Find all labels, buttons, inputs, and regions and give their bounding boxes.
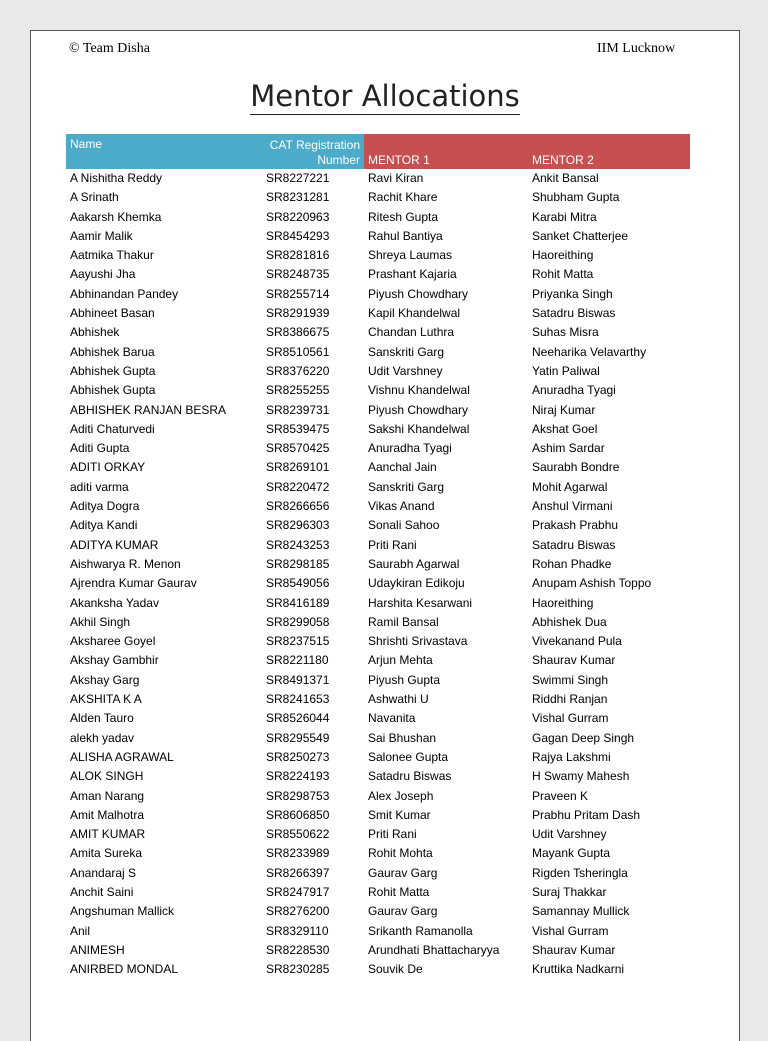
column-header-registration-line1: CAT Registration bbox=[269, 138, 360, 152]
table-row bbox=[66, 208, 690, 227]
mentor1-cell: Sonali Sahoo bbox=[368, 518, 440, 533]
student-name-cell: Aakarsh Khemka bbox=[70, 209, 162, 224]
table-row bbox=[66, 651, 690, 670]
table-row bbox=[66, 767, 690, 786]
mentor2-cell: Gagan Deep Singh bbox=[532, 730, 635, 745]
mentor2-cell: Prakash Prabhu bbox=[532, 518, 619, 533]
student-name-cell: Abhineet Basan bbox=[70, 306, 155, 321]
mentor1-cell: Arjun Mehta bbox=[368, 653, 433, 668]
registration-number-cell: SR8510561 bbox=[266, 344, 330, 359]
mentor1-cell: Kapil Khandelwal bbox=[368, 306, 461, 321]
student-name-cell: Aishwarya R. Menon bbox=[70, 556, 181, 571]
table-row bbox=[66, 864, 690, 883]
student-name-cell: ADITYA KUMAR bbox=[70, 537, 159, 552]
table-row bbox=[66, 265, 690, 284]
registration-number-cell: SR8228530 bbox=[266, 942, 330, 957]
registration-number-cell: SR8550622 bbox=[266, 827, 330, 842]
registration-number-cell: SR8266397 bbox=[266, 865, 330, 880]
table-row bbox=[66, 478, 690, 497]
student-name-cell: Aman Narang bbox=[70, 788, 145, 803]
table-row bbox=[66, 246, 690, 265]
registration-number-cell: SR8220963 bbox=[266, 209, 330, 224]
student-name-cell: Angshuman Mallick bbox=[70, 904, 175, 919]
registration-number-cell: SR8539475 bbox=[266, 421, 330, 436]
student-name-cell: Anchit Saini bbox=[70, 884, 134, 899]
table-row bbox=[66, 401, 690, 420]
table-row bbox=[66, 285, 690, 304]
mentor1-cell: Gaurav Garg bbox=[368, 865, 438, 880]
column-header-mentor1: MENTOR 1 bbox=[364, 134, 528, 169]
student-name-cell: Aditya Kandi bbox=[70, 518, 138, 533]
table-row bbox=[66, 343, 690, 362]
student-name-cell: Aditya Dogra bbox=[70, 499, 140, 514]
mentor2-cell: Neeharika Velavarthy bbox=[532, 344, 647, 359]
table-row bbox=[66, 362, 690, 381]
mentor1-cell: Sanskriti Garg bbox=[368, 344, 445, 359]
mentor2-cell: Abhishek Dua bbox=[532, 614, 607, 629]
mentor2-cell: Udit Varshney bbox=[532, 827, 607, 842]
mentor2-cell: Akshat Goel bbox=[532, 421, 598, 436]
registration-number-cell: SR8247917 bbox=[266, 884, 330, 899]
mentor2-cell: Karabi Mitra bbox=[532, 209, 597, 224]
student-name-cell: Akshay Garg bbox=[70, 672, 140, 687]
mentor1-cell: Sai Bhushan bbox=[368, 730, 437, 745]
table-row bbox=[66, 613, 690, 632]
mentor2-cell: Samannay Mullick bbox=[532, 904, 630, 919]
student-name-cell: Aditi Gupta bbox=[70, 441, 130, 456]
mentor1-cell: Udaykiran Edikoju bbox=[368, 576, 465, 591]
mentor1-cell: Ashwathi U bbox=[368, 692, 429, 707]
registration-number-cell: SR8386675 bbox=[266, 325, 330, 340]
registration-number-cell: SR8329110 bbox=[266, 923, 329, 938]
mentor2-cell: Yatin Paliwal bbox=[532, 363, 600, 378]
registration-number-cell: SR8243253 bbox=[266, 537, 330, 552]
mentor2-cell: Mayank Gupta bbox=[532, 846, 611, 861]
page-title bbox=[31, 79, 739, 113]
column-header-name bbox=[66, 134, 256, 169]
registration-number-cell: SR8255255 bbox=[266, 383, 330, 398]
registration-number-cell: SR8237515 bbox=[266, 634, 330, 649]
table-row bbox=[66, 497, 690, 516]
registration-number-cell: SR8269101 bbox=[266, 460, 330, 475]
table-row bbox=[66, 787, 690, 806]
table-row bbox=[66, 516, 690, 535]
table-header-row bbox=[66, 134, 690, 169]
student-name-cell: Abhishek Barua bbox=[70, 344, 155, 359]
mentor2-cell: Ashim Sardar bbox=[532, 441, 605, 456]
mentor1-cell: Prashant Kajaria bbox=[368, 267, 457, 282]
table-row bbox=[66, 844, 690, 863]
registration-number-cell: SR8230285 bbox=[266, 962, 330, 977]
mentor1-cell: Ravi Kiran bbox=[368, 171, 424, 185]
mentor1-cell: Harshita Kesarwani bbox=[368, 595, 473, 610]
header-left-text: © Team Disha bbox=[69, 41, 150, 56]
student-name-cell: ALISHA AGRAWAL bbox=[70, 749, 174, 764]
mentor2-cell: Praveen K bbox=[532, 788, 589, 803]
table-row bbox=[66, 671, 690, 690]
table-row bbox=[66, 729, 690, 748]
mentor1-cell: Shreya Laumas bbox=[368, 248, 453, 263]
table-row bbox=[66, 632, 690, 651]
mentor1-cell: Smit Kumar bbox=[368, 807, 431, 822]
mentor2-cell: Vishal Gurram bbox=[532, 923, 609, 938]
mentor1-cell: Sanskriti Garg bbox=[368, 479, 445, 494]
mentor2-cell: Saurabh Bondre bbox=[532, 460, 620, 475]
table-row bbox=[66, 748, 690, 767]
student-name-cell: Anil bbox=[70, 923, 91, 938]
mentor2-cell: H Swamy Mahesh bbox=[532, 769, 630, 784]
mentor1-cell: Satadru Biswas bbox=[368, 769, 452, 784]
page-title-text: Mentor Allocations bbox=[250, 79, 520, 113]
mentor1-cell: Salonee Gupta bbox=[368, 749, 449, 764]
student-name-cell: Aditi Chaturvedi bbox=[70, 421, 155, 436]
student-name-cell: Akanksha Yadav bbox=[70, 595, 159, 610]
header-right-text: IIM Lucknow bbox=[597, 41, 676, 56]
student-name-cell: Aamir Malik bbox=[70, 228, 133, 243]
mentor2-cell: Kruttika Nadkarni bbox=[532, 962, 625, 977]
student-name-cell: ADITI ORKAY bbox=[70, 460, 146, 475]
registration-number-cell: SR8296303 bbox=[266, 518, 330, 533]
mentor1-cell: Gaurav Garg bbox=[368, 904, 438, 919]
student-name-cell: A Srinath bbox=[70, 190, 119, 205]
column-header-registration-line2: Number bbox=[317, 153, 360, 167]
mentor2-cell: Swimmi Singh bbox=[532, 672, 609, 687]
student-name-cell: Anandaraj S bbox=[70, 865, 137, 880]
registration-number-cell: SR8295549 bbox=[266, 730, 330, 745]
registration-number-cell: SR8239731 bbox=[266, 402, 330, 417]
mentor2-cell: Rohit Matta bbox=[532, 267, 594, 282]
registration-number-cell: SR8266656 bbox=[266, 499, 330, 514]
registration-number-cell: SR8227221 bbox=[266, 171, 330, 185]
mentor1-cell: Rohit Matta bbox=[368, 884, 430, 899]
registration-number-cell: SR8224193 bbox=[266, 769, 330, 784]
student-name-cell: ABHISHEK RANJAN BESRA bbox=[70, 402, 227, 417]
registration-number-cell: SR8221180 bbox=[266, 653, 329, 668]
registration-number-cell: SR8276200 bbox=[266, 904, 330, 919]
table-row bbox=[66, 825, 690, 844]
mentor2-cell: Satadru Biswas bbox=[532, 306, 616, 321]
mentor1-cell: Anuradha Tyagi bbox=[368, 441, 452, 456]
mentor1-cell: Piyush Gupta bbox=[368, 672, 441, 687]
student-name-cell: Abhinandan Pandey bbox=[70, 286, 179, 301]
registration-number-cell: SR8250273 bbox=[266, 749, 330, 764]
mentor2-cell: Prabhu Pritam Dash bbox=[532, 807, 641, 822]
table-row bbox=[66, 883, 690, 902]
table-body bbox=[66, 169, 690, 979]
student-name-cell: A Nishitha Reddy bbox=[70, 171, 163, 185]
mentor1-cell: Udit Varshney bbox=[368, 363, 443, 378]
mentor2-cell: Vivekanand Pula bbox=[532, 634, 622, 649]
mentor2-cell: Satadru Biswas bbox=[532, 537, 616, 552]
mentor1-cell: Chandan Luthra bbox=[368, 325, 455, 340]
mentor1-cell: Vikas Anand bbox=[368, 499, 435, 514]
registration-number-cell: SR8281816 bbox=[266, 248, 330, 263]
mentor1-cell: Srikanth Ramanolla bbox=[368, 923, 473, 938]
table-row bbox=[66, 690, 690, 709]
registration-number-cell: SR8491371 bbox=[266, 672, 330, 687]
column-header-registration bbox=[256, 134, 364, 169]
table-row bbox=[66, 574, 690, 593]
table-row bbox=[66, 941, 690, 960]
student-name-cell: Abhishek Gupta bbox=[70, 383, 156, 398]
table-row bbox=[66, 806, 690, 825]
student-name-cell: Abhishek Gupta bbox=[70, 363, 156, 378]
table-row bbox=[66, 323, 690, 342]
mentor1-cell: Aanchal Jain bbox=[368, 460, 437, 475]
table-row bbox=[66, 555, 690, 574]
table-row bbox=[66, 420, 690, 439]
student-name-cell: alekh yadav bbox=[70, 730, 135, 745]
registration-number-cell: SR8416189 bbox=[266, 595, 330, 610]
mentor2-cell: Haoreithing bbox=[532, 248, 594, 263]
registration-number-cell: SR8299058 bbox=[266, 614, 330, 629]
mentor1-cell: Ramil Bansal bbox=[368, 614, 439, 629]
mentor2-cell: Priyanka Singh bbox=[532, 286, 613, 301]
student-name-cell: Akshay Gambhir bbox=[70, 653, 159, 668]
mentor1-cell: Souvik De bbox=[368, 962, 423, 977]
student-name-cell: Amita Sureka bbox=[70, 846, 143, 861]
table-row bbox=[66, 381, 690, 400]
student-name-cell: Amit Malhotra bbox=[70, 807, 145, 822]
mentor1-cell: Sakshi Khandelwal bbox=[368, 421, 470, 436]
mentor1-cell: Rachit Khare bbox=[368, 190, 438, 205]
registration-number-cell: SR8549056 bbox=[266, 576, 330, 591]
student-name-cell: Abhishek bbox=[70, 325, 120, 340]
registration-number-cell: SR8231281 bbox=[266, 190, 330, 205]
mentor2-cell: Shaurav Kumar bbox=[532, 942, 616, 957]
mentor1-cell: Shrishti Srivastava bbox=[368, 634, 468, 649]
mentor2-cell: Ankit Bansal bbox=[532, 171, 599, 185]
mentor2-cell: Sanket Chatterjee bbox=[532, 228, 629, 243]
registration-number-cell: SR8526044 bbox=[266, 711, 330, 726]
mentor2-cell: Rajya Lakshmi bbox=[532, 749, 611, 764]
student-name-cell: Ajrendra Kumar Gaurav bbox=[70, 576, 197, 591]
registration-number-cell: SR8255714 bbox=[266, 286, 330, 301]
mentor1-cell: Ritesh Gupta bbox=[368, 209, 439, 224]
table-row bbox=[66, 594, 690, 613]
table-row bbox=[66, 439, 690, 458]
student-name-cell: aditi varma bbox=[70, 479, 129, 494]
mentor2-cell: Niraj Kumar bbox=[532, 402, 596, 417]
student-name-cell: Aayushi Jha bbox=[70, 267, 136, 282]
student-name-cell: ALOK SINGH bbox=[70, 769, 144, 784]
registration-number-cell: SR8241653 bbox=[266, 692, 330, 707]
mentor2-cell: Suraj Thakkar bbox=[532, 884, 607, 899]
student-name-cell: Aksharee Goyel bbox=[70, 634, 156, 649]
student-name-cell: AKSHITA K A bbox=[70, 692, 142, 707]
mentor1-cell: Vishnu Khandelwal bbox=[368, 383, 470, 398]
mentor2-cell: Mohit Agarwal bbox=[532, 479, 608, 494]
student-name-cell: ANIRBED MONDAL bbox=[70, 962, 179, 977]
document-page bbox=[30, 30, 740, 1041]
table-row bbox=[66, 709, 690, 728]
mentor2-cell: Shubham Gupta bbox=[532, 190, 620, 205]
registration-number-cell: SR8233989 bbox=[266, 846, 330, 861]
table-row bbox=[66, 536, 690, 555]
table-row bbox=[66, 169, 690, 188]
registration-number-cell: SR8220472 bbox=[266, 479, 330, 494]
registration-number-cell: SR8248735 bbox=[266, 267, 330, 282]
mentor2-cell: Anshul Virmani bbox=[532, 499, 613, 514]
registration-number-cell: SR8606850 bbox=[266, 807, 330, 822]
mentor1-cell: Saurabh Agarwal bbox=[368, 556, 460, 571]
registration-number-cell: SR8454293 bbox=[266, 228, 330, 243]
mentor2-cell: Rigden Tsheringla bbox=[532, 865, 628, 880]
mentor2-cell: Shaurav Kumar bbox=[532, 653, 616, 668]
mentor1-cell: Priti Rani bbox=[368, 537, 417, 552]
mentor1-cell: Rahul Bantiya bbox=[368, 228, 443, 243]
table-row bbox=[66, 902, 690, 921]
table-row bbox=[66, 227, 690, 246]
table-row bbox=[66, 922, 690, 941]
mentor1-cell: Priti Rani bbox=[368, 827, 417, 842]
student-name-cell: ANIMESH bbox=[70, 942, 125, 957]
mentor2-cell: Rohan Phadke bbox=[532, 556, 612, 571]
mentor1-cell: Piyush Chowdhary bbox=[368, 286, 469, 301]
mentor1-cell: Piyush Chowdhary bbox=[368, 402, 469, 417]
mentor2-cell: Riddhi Ranjan bbox=[532, 692, 608, 707]
mentor1-cell: Alex Joseph bbox=[368, 788, 434, 803]
student-name-cell: Aatmika Thakur bbox=[70, 248, 154, 263]
registration-number-cell: SR8376220 bbox=[266, 363, 330, 378]
column-header-mentor2: MENTOR 2 bbox=[528, 134, 690, 169]
student-name-cell: Alden Tauro bbox=[70, 711, 134, 726]
table-row bbox=[66, 188, 690, 207]
student-name-cell: AMIT KUMAR bbox=[70, 827, 146, 842]
mentor2-cell: Anuradha Tyagi bbox=[532, 383, 616, 398]
table-row bbox=[66, 458, 690, 477]
mentor-allocation-table bbox=[66, 134, 690, 979]
registration-number-cell: SR8298185 bbox=[266, 556, 330, 571]
mentor1-cell: Arundhati Bhattacharyya bbox=[368, 942, 500, 957]
registration-number-cell: SR8298753 bbox=[266, 788, 330, 803]
table-row bbox=[66, 960, 690, 979]
mentor1-cell: Navanita bbox=[368, 711, 416, 726]
table-row bbox=[66, 304, 690, 323]
registration-number-cell: SR8291939 bbox=[266, 306, 330, 321]
mentor2-cell: Suhas Misra bbox=[532, 325, 599, 340]
mentor1-cell: Rohit Mohta bbox=[368, 846, 433, 861]
mentor2-cell: Vishal Gurram bbox=[532, 711, 609, 726]
student-name-cell: Akhil Singh bbox=[70, 614, 131, 629]
registration-number-cell: SR8570425 bbox=[266, 441, 330, 456]
mentor2-cell: Haoreithing bbox=[532, 595, 594, 610]
column-header-name-text: Name bbox=[70, 137, 103, 151]
mentor2-cell: Anupam Ashish Toppo bbox=[532, 576, 652, 591]
